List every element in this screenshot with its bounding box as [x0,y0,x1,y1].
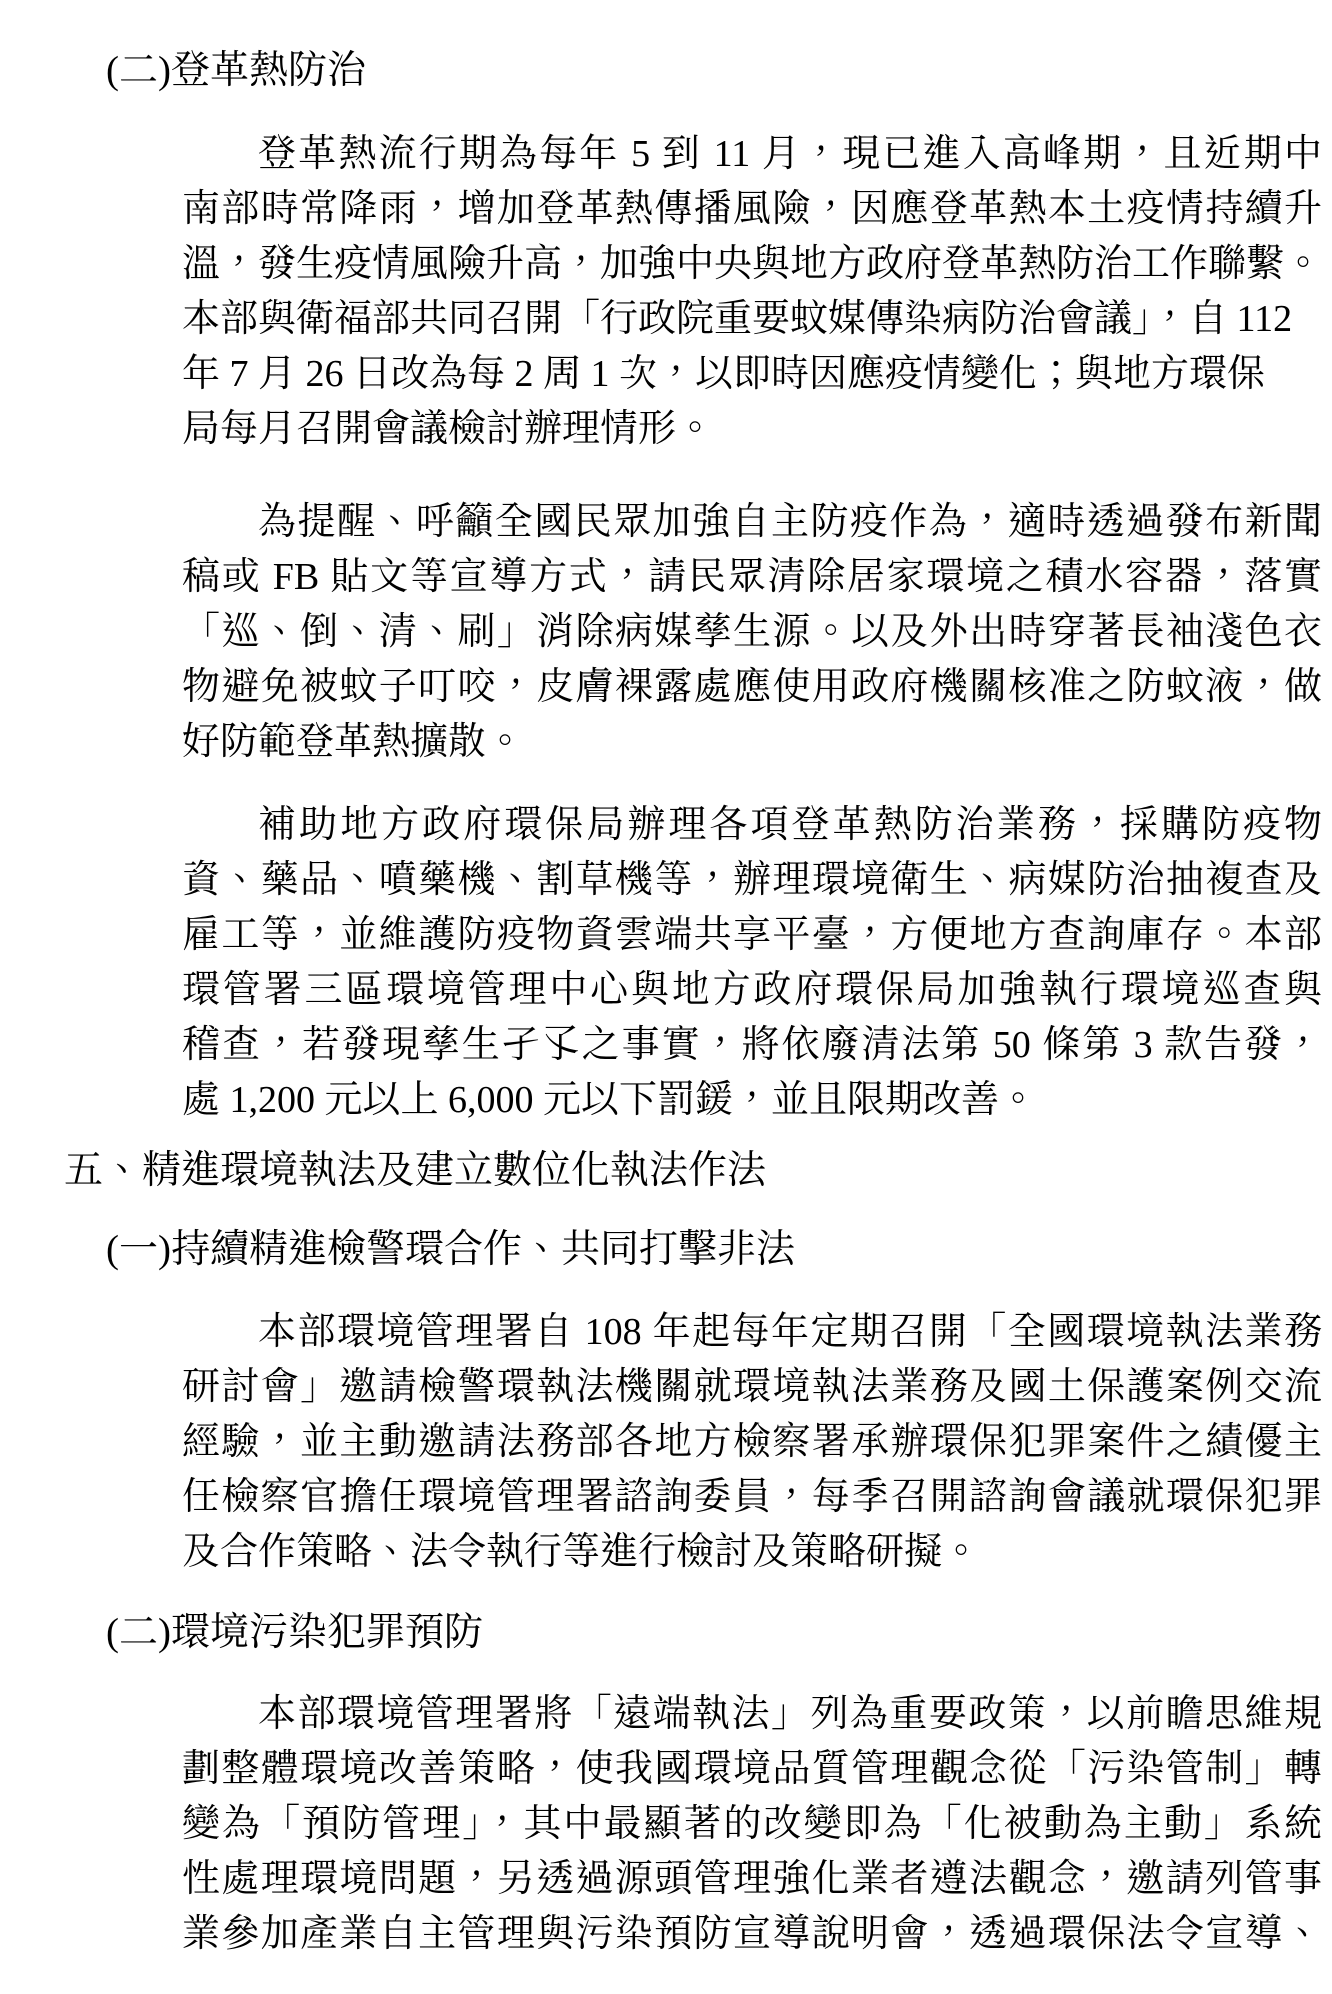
text-line: 「巡、倒、清、刷」消除病媒孳生源。以及外出時穿著長袖淺色衣 [182,611,1322,653]
text-line: 溫，發生疫情風險升高，加強中央與地方政府登革熱防治工作聯繫。 [182,243,1323,285]
sub-section-heading [64,1605,1332,1660]
text-line: 本部環境管理署自 108 年起每年定期召開「全國環境執法業務 [258,1311,1322,1353]
text-line: 性處理環境問題，另透過源頭管理強化業者遵法觀念，邀請列管事 [182,1858,1322,1900]
text-line: 南部時常降雨，增加登革熱傳播風險，因應登革熱本土疫情持續升 [182,188,1322,230]
section-heading [64,1143,1332,1198]
heading-text: 五、精進環境執法及建立數位化執法作法 [64,1149,767,1192]
text-line: 變為「預防管理」，其中最顯著的改變即為「化被動為主動」系統 [182,1803,1322,1845]
heading-text: (二)環境污染犯罪預防 [106,1611,483,1654]
text-line: 好防範登革熱擴散。 [182,721,525,763]
text-line: 研討會」邀請檢警環執法機關就環境執法業務及國土保護案例交流 [182,1366,1322,1408]
paragraph [182,127,1322,457]
paragraph [182,1305,1322,1580]
text-line: 雇工等，並維護防疫物資雲端共享平臺，方便地方查詢庫存。本部 [182,914,1322,956]
text-line: 年 7 月 26 日改為每 2 周 1 次，以即時因應疫情變化；與地方環保 [182,353,1266,395]
text-line: 局每月召開會議檢討辦理情形。 [182,408,715,450]
text-line: 劃整體環境改善策略，使我國環境品質管理觀念從「污染管制」轉 [182,1748,1322,1790]
paragraph [182,495,1322,770]
sub-section-heading [64,43,1332,98]
sub-section-heading [64,1222,1332,1277]
text-line: 處 1,200 元以上 6,000 元以下罰鍰，並且限期改善。 [182,1079,1038,1121]
text-line: 補助地方政府環保局辦理各項登革熱防治業務，採購防疫物 [258,804,1322,846]
text-line: 稿或 FB 貼文等宣導方式，請民眾清除居家環境之積水容器，落實 [182,556,1322,598]
text-line: 任檢察官擔任環境管理署諮詢委員，每季召開諮詢會議就環保犯罪 [182,1476,1322,1518]
text-line: 登革熱流行期為每年 5 到 11 月，現已進入高峰期，且近期中 [258,133,1322,175]
text-line: 資、藥品、噴藥機、割草機等，辦理環境衛生、病媒防治抽複查及 [182,859,1322,901]
text-line: 本部與衛福部共同召開「行政院重要蚊媒傳染病防治會議」，自 112 [182,298,1293,340]
paragraph [182,1687,1322,1962]
heading-text: (一)持續精進檢警環合作、共同打擊非法 [106,1228,795,1271]
text-line: 物避免被蚊子叮咬，皮膚裸露處應使用政府機關核准之防蚊液，做 [182,666,1322,708]
text-line: 及合作策略、法令執行等進行檢討及策略研擬。 [182,1531,981,1573]
text-line: 稽查，若發現孳生孑孓之事實，將依廢清法第 50 條第 3 款告發， [182,1024,1322,1066]
heading-text: (二)登革熱防治 [106,49,366,92]
paragraph [182,798,1322,1128]
text-line: 業參加產業自主管理與污染預防宣導說明會，透過環保法令宣導、 [182,1913,1322,1955]
text-line: 經驗，並主動邀請法務部各地方檢察署承辦環保犯罪案件之績優主 [182,1421,1322,1463]
text-line: 本部環境管理署將「遠端執法」列為重要政策，以前瞻思維規 [258,1693,1322,1735]
text-line: 環管署三區環境管理中心與地方政府環保局加強執行環境巡查與 [182,969,1322,1011]
text-line: 為提醒、呼籲全國民眾加強自主防疫作為，適時透過發布新聞 [258,501,1322,543]
